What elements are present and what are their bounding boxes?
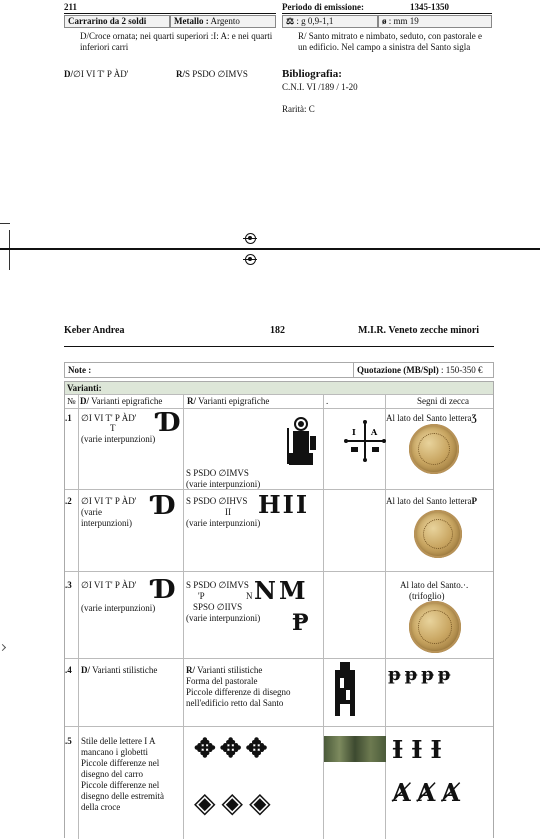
letter-i-variants-icon: ƗƗƗ (392, 735, 450, 764)
reverse-note: Piccole differenze di disegno (186, 687, 291, 697)
note-line: mancano i globetti (81, 747, 148, 757)
svg-text:I: I (352, 427, 356, 437)
coin-photo (409, 601, 461, 653)
note-line: Piccole differenze nel (81, 758, 160, 768)
mint-mark-letter: P (471, 496, 477, 506)
reverse-legend-text: S PSDO ∅IMVS (185, 69, 248, 79)
row-number: .3 (65, 580, 72, 590)
obverse-legend-text: ∅I VI T' P ÀD' (73, 69, 129, 79)
reverse-legend-line: S PSDO ∅IHVS (186, 496, 248, 506)
page-cut-line (0, 248, 540, 250)
seated-saint-icon (284, 416, 318, 468)
col-obverse-header (80, 396, 162, 407)
reverse-note: Forma del pastorale (186, 676, 258, 686)
note-line: disegno del carro (81, 769, 143, 779)
divider (65, 408, 493, 409)
coin-photo (414, 510, 462, 558)
reverse-prefix: R/ (186, 665, 195, 675)
diameter-icon: ø (382, 16, 387, 26)
reverse-legend-line: II (225, 507, 231, 517)
divider (78, 394, 79, 839)
obverse-legend-line: (varie (81, 507, 102, 517)
reverse-heading (186, 665, 262, 676)
svg-text:A: A (371, 427, 378, 437)
reverse-description: R/ Santo mitrato e nimbato, seduto, con pastorale e un edificio. Nel campo a sinistra del Santo sigla (298, 31, 482, 52)
reverse-legend-line: (varie interpunzioni) (186, 479, 261, 489)
legend-strip-photo (324, 736, 386, 762)
obverse-legend (64, 69, 128, 80)
divider (64, 13, 276, 14)
obverse-description: D/Croce ornata; nei quarti superiori :I: A: e nei quarti inferiori carri (80, 31, 273, 52)
letters-hii-icon: HII (258, 490, 310, 519)
mint-mark-text (386, 413, 477, 424)
row-number: .5 (65, 736, 72, 746)
diameter-value: : mm 19 (388, 16, 419, 26)
col-reverse-header (187, 396, 269, 407)
letter-a-variants-icon: ȺȺȺ (392, 778, 466, 807)
obverse-prefix: D/ (64, 69, 73, 79)
margin-arrow-icon (0, 644, 6, 651)
weight-icon: ⚖ (286, 16, 295, 26)
divider (65, 726, 493, 727)
header-rule (64, 346, 494, 347)
note-line: Stile delle lettere I A (81, 736, 156, 746)
obverse-legend-line: (varie interpunzioni) (81, 603, 156, 613)
variants-title-bar (65, 382, 493, 394)
letters-nm-icon: NM (254, 576, 309, 605)
registration-mark-icon (245, 233, 256, 244)
obverse-text: Varianti stilistiche (92, 665, 158, 675)
page-number-bottom: 182 (270, 325, 285, 336)
reverse-legend (176, 69, 248, 80)
letter-d-icon: Ɗ (158, 408, 181, 438)
building-icon (332, 660, 358, 718)
reverse-prefix: R/ (187, 396, 196, 406)
metal-value: Argento (210, 16, 240, 26)
reverse-legend-line: (varie interpunzioni) (186, 613, 261, 623)
divider (323, 394, 324, 839)
divider (282, 13, 492, 14)
registration-mark-icon (245, 254, 256, 265)
mint-mark-note: (trifoglio) (409, 591, 445, 601)
obverse-legend-line: ∅I VI T' P ÀD' (81, 580, 137, 590)
crozier-variants-icon: ᵽᵽᵽᵽ (388, 664, 455, 685)
divider (65, 658, 493, 659)
weight-cell (282, 15, 378, 28)
coin-photo (409, 424, 459, 474)
weight-value: : g 0,9-1,1 (296, 16, 334, 26)
reverse-header-text: Varianti epigrafiche (198, 396, 270, 406)
reverse-prefix: R/ (176, 69, 185, 79)
obverse-prefix: D/ (80, 396, 89, 406)
note-bar (64, 362, 494, 378)
reverse-legend-line: S PSDO ∅IMVS (186, 580, 249, 590)
crop-mark (9, 230, 10, 270)
mint-mark-text (386, 496, 477, 507)
period-label: Periodo di emissione: (282, 2, 364, 12)
obverse-notes (81, 736, 183, 813)
obverse-legend-line: T (110, 423, 116, 433)
biblio-title: Bibliografia: (282, 68, 342, 80)
obverse-header-text: Varianti epigrafiche (91, 396, 163, 406)
letter-d-icon: Ɗ (153, 491, 176, 521)
mint-mark-prefix: Al lato del Santo lettera (386, 413, 472, 423)
reverse-text: Varianti stilistiche (197, 665, 263, 675)
obverse-legend-line: ∅I VI T' P ÀD' (81, 413, 137, 423)
reverse-legend-line: SPSO ∅IIVS (193, 602, 243, 612)
reverse-legend-line: N (246, 591, 253, 601)
col-mint-header: Segni di zecca (417, 396, 469, 406)
quotation-value: : 150-350 € (441, 365, 483, 375)
cart-variants-icon: ✥✥✥ (194, 734, 272, 764)
obverse-legend-line: (varie interpunzioni) (81, 434, 156, 444)
crop-mark (0, 223, 10, 224)
divider (183, 394, 184, 839)
divider (353, 363, 354, 377)
note-line: Piccole differenze nel (81, 780, 160, 790)
coin-name: Carrarino da 2 soldi (64, 15, 170, 28)
note-line: disegno delle estremità (81, 791, 164, 801)
note-line: della croce (81, 802, 121, 812)
biblio-value: C.N.I. VI /189 / 1-20 (282, 82, 358, 92)
divider (65, 571, 493, 572)
rarity: Rarità: C (282, 104, 315, 114)
mint-mark-letter: Ʒ (471, 413, 477, 423)
book-title: M.I.R. Veneto zecche minori (358, 325, 480, 336)
variants-title: Varianti: (67, 383, 102, 393)
row-number: .2 (65, 496, 72, 506)
letter-d-icon: Ɗ (153, 575, 176, 605)
obverse-legend-line: interpunzioni) (81, 518, 132, 528)
period-value: 1345-1350 (410, 2, 449, 12)
obverse-heading (81, 665, 157, 676)
reverse-legend-line: S PSDO ∅IMVS (186, 468, 249, 478)
obverse-prefix: D/ (81, 665, 90, 675)
obverse-legend-line: ∅I VI T' P ÀD' (81, 496, 137, 506)
mint-mark-text: Al lato del Santo.·. (400, 580, 469, 590)
col-dot-header: . (326, 396, 329, 406)
divider (65, 394, 493, 395)
reverse-legend-line: (varie interpunzioni) (186, 518, 261, 528)
reverse-legend-line: 'P (198, 591, 205, 601)
col-num-header: № (67, 396, 76, 406)
row-number: .4 (65, 665, 72, 675)
reverse-note: nell'edificio retto dal Santo (186, 698, 284, 708)
cross-icon (344, 420, 386, 462)
author: Keber Andrea (64, 325, 125, 336)
mint-mark-prefix: Al lato del Santo lettera (386, 496, 472, 506)
cross-end-variants-icon: ◈◈◈ (194, 786, 277, 819)
note-label: Note : (68, 365, 92, 375)
quotation-label: Quotazione (MB/Spl) (357, 365, 439, 375)
diameter-cell (378, 15, 492, 28)
row-number: .1 (65, 413, 72, 423)
page-number-top: 211 (64, 2, 78, 12)
quotation (357, 365, 483, 376)
letter-p-icon: Ᵽ (292, 610, 309, 636)
metal-cell (170, 15, 276, 28)
metal-label: Metallo : (174, 16, 209, 26)
